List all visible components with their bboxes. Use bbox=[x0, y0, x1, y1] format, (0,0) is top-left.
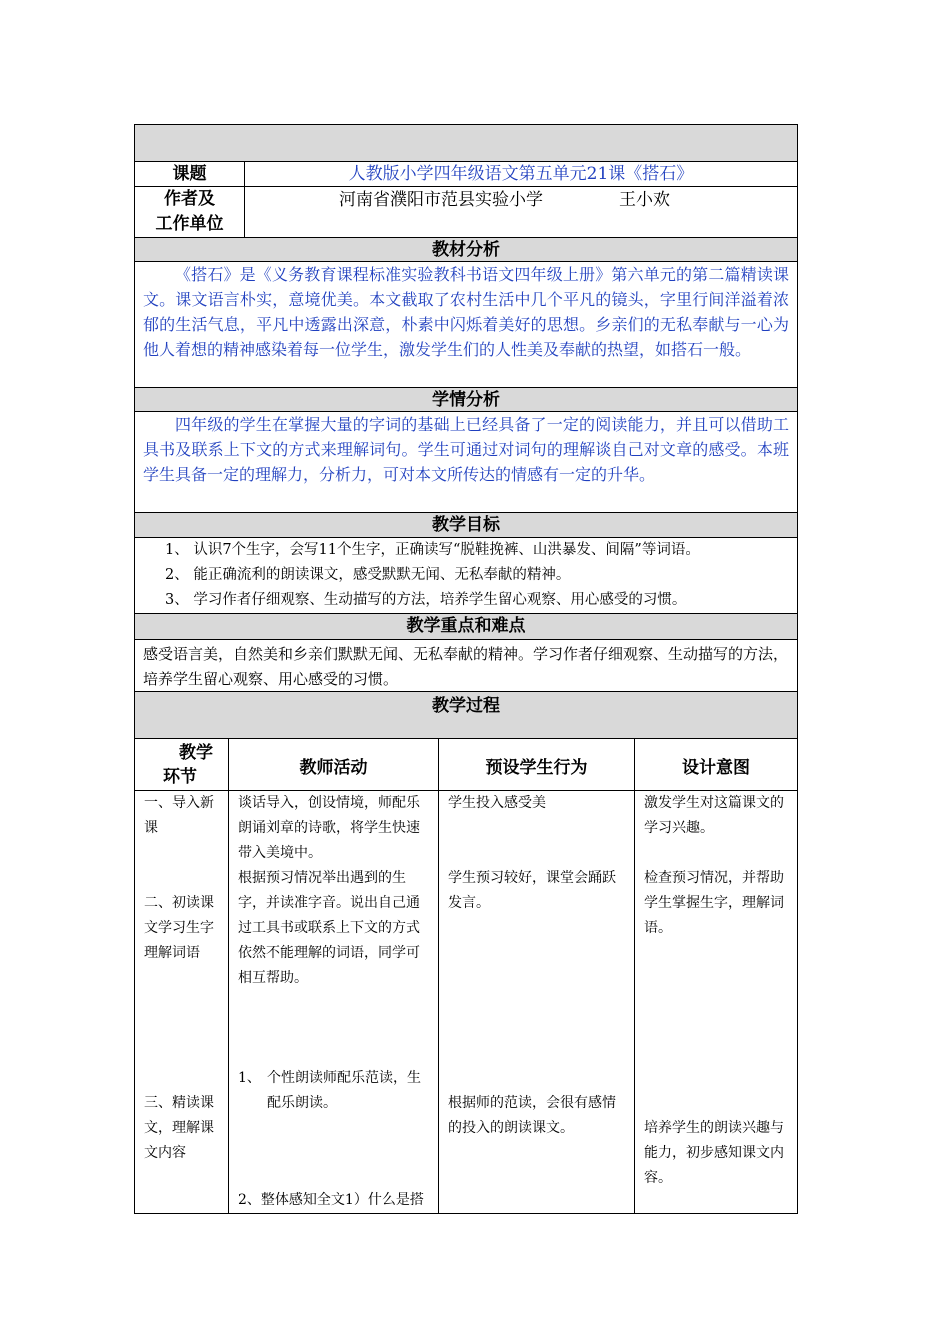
goals-header: 教学目标 bbox=[135, 513, 797, 538]
goal-item: 3、 学习作者仔细观察、生动描写的方法，培养学生留心观察、用心感受的习惯。 bbox=[165, 592, 687, 608]
author-name: 王小欢 bbox=[619, 190, 670, 210]
teacher-item: 个性朗读师配乐范读，生配乐朗读。 bbox=[267, 1070, 421, 1111]
teacher-item-number: 1、 bbox=[238, 1070, 261, 1086]
student-column bbox=[438, 791, 634, 1213]
course-label: 课题 bbox=[135, 162, 245, 186]
students-text: 四年级的学生在掌握大量的字词的基础上已经具备了一定的阅读能力，并且可以借助工具书及联系上下文的方式来理解词句。学生可通过对词句的理解谈自己对文章的感受。本班学生具备一定的理解力，分析力，可对本文所传达的情感有一定的升华。 bbox=[143, 415, 789, 484]
teacher-item: 根据预习情况举出遇到的生字，并读准字音。说出自己通过工具书或联系上下文的方式依然不能理解的词语，同学可相互帮助。 bbox=[238, 870, 420, 986]
header-row bbox=[135, 125, 797, 162]
intent-item: 激发学生对这篇课文的学习兴趣。 bbox=[644, 795, 784, 836]
stage-column-header bbox=[135, 739, 228, 790]
teacher-column-header: 教师活动 bbox=[228, 739, 438, 790]
student-item: 学生预习较好，课堂会踊跃发言。 bbox=[448, 870, 616, 911]
stage-item: 三、精读课文，理解课文内容 bbox=[144, 1095, 214, 1161]
lesson-plan-table bbox=[134, 124, 798, 1214]
author-school: 河南省濮阳市范县实验小学 bbox=[339, 190, 543, 210]
teacher-item: 谈话导入，创设情境，师配乐朗诵刘章的诗歌，将学生快速带入美境中。 bbox=[238, 795, 420, 861]
intent-item: 培养学生的朗读兴趣与能力，初步感知课文内容。 bbox=[644, 1120, 784, 1186]
author-row bbox=[135, 187, 797, 238]
process-body-row bbox=[135, 791, 797, 1213]
intent-item: 检查预习情况，并帮助学生掌握生字，理解词语。 bbox=[644, 870, 784, 936]
keypoints-text: 感受语言美，自然美和乡亲们默默无闻、无私奉献的精神。学习作者仔细观察、生动描写的方法，培养学生留心观察、用心感受的习惯。 bbox=[143, 645, 789, 688]
goals-row bbox=[135, 538, 797, 614]
students-header: 学情分析 bbox=[135, 388, 797, 412]
intent-column-header: 设计意图 bbox=[634, 739, 797, 790]
material-header: 教材分析 bbox=[135, 238, 797, 262]
students-row bbox=[135, 412, 797, 513]
teacher-column bbox=[228, 791, 438, 1213]
author-label-line2: 工作单位 bbox=[155, 214, 224, 234]
stage-header-line1: 教学 bbox=[179, 743, 213, 763]
keypoints-header: 教学重点和难点 bbox=[135, 614, 797, 640]
student-item: 学生投入感受美 bbox=[448, 795, 546, 811]
stage-column bbox=[135, 791, 228, 1213]
course-row bbox=[135, 162, 797, 187]
author-label bbox=[135, 187, 245, 237]
student-column-header: 预设学生行为 bbox=[438, 739, 634, 790]
teacher-item: 2、整体感知全文1）什么是搭 bbox=[238, 1192, 424, 1208]
course-title: 人教版小学四年级语文第五单元21课《搭石》 bbox=[348, 164, 694, 184]
material-text: 《搭石》是《义务教育课程标准实验教科书语文四年级上册》第六单元的第二篇精读课文。课文语言朴实，意境优美。本文截取了农村生活中几个平凡的镜头，字里行间洋溢着浓郁的生活气息，平凡中透露出深意，朴素中闪烁着美好的思想。乡亲们的无私奉献与一心为他人着想的精神感染着每一位学生，激发学生们的人性美及奉献的热望，如搭石一般。 bbox=[143, 265, 789, 359]
material-row bbox=[135, 262, 797, 388]
stage-header-line2: 环节 bbox=[163, 767, 197, 787]
stage-item: 二、初读课文学习生字理解词语 bbox=[144, 895, 214, 961]
goal-item: 1、 认识7个生字，会写11个生字，正确读写“脱鞋挽裤、山洪暴发、间隔”等词语。 bbox=[165, 542, 700, 558]
intent-column bbox=[634, 791, 797, 1213]
stage-item: 一、导入新课 bbox=[144, 795, 214, 836]
keypoints-row bbox=[135, 640, 797, 692]
goal-item: 2、 能正确流利的朗读课文，感受默默无闻、无私奉献的精神。 bbox=[165, 567, 571, 583]
process-columns-row bbox=[135, 739, 797, 791]
author-label-line1: 作者及 bbox=[164, 189, 215, 209]
student-item: 根据师的范读，会很有感情的投入的朗读课文。 bbox=[448, 1095, 616, 1136]
process-header: 教学过程 bbox=[135, 692, 797, 739]
